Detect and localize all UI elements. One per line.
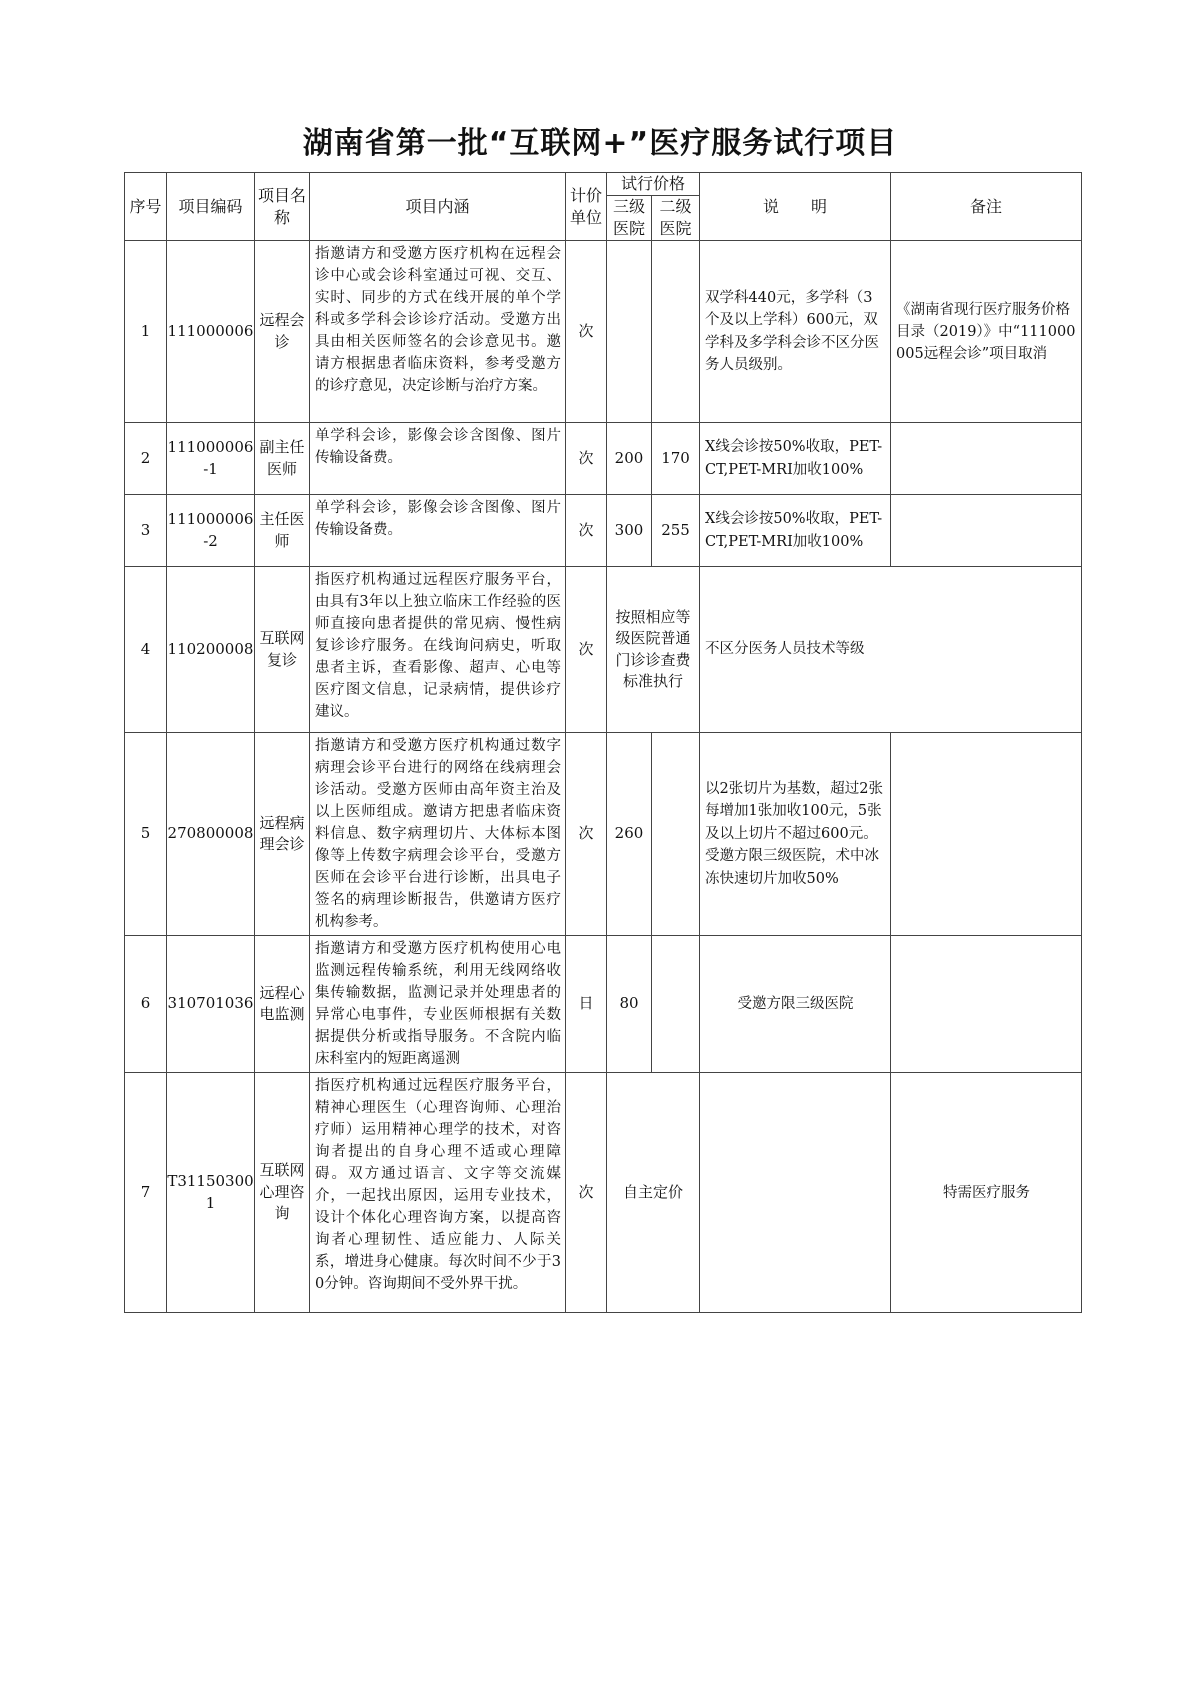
row-content: 单学科会诊，影像会诊含图像、图片传输设备费。 — [310, 423, 566, 495]
row-unit: 日 — [566, 936, 607, 1073]
row-seq: 6 — [125, 936, 167, 1073]
row-content: 指邀请方和受邀方医疗机构使用心电监测远程传输系统，利用无线网络收集传输数据，监测记录并处理患者的异常心电事件，专业医师根据有关数据提供分析或指导服务。不含院内临床科室内的短距离遥测 — [310, 936, 566, 1073]
row-code: 111000006-1 — [167, 423, 255, 495]
row-remark: 特需医疗服务 — [891, 1073, 1082, 1313]
row-note: 以2张切片为基数，超过2张每增加1张加收100元，5张及以上切片不超过600元。受邀方限三级医院，术中冰冻快速切片加收50% — [700, 733, 891, 936]
header-level3: 三级医院 — [607, 196, 652, 241]
row-seq: 5 — [125, 733, 167, 936]
pricing-table — [124, 172, 1082, 1313]
row-content: 指邀请方和受邀方医疗机构通过数字病理会诊平台进行的网络在线病理会诊活动。受邀方医师由高年资主治及以上医师组成。邀请方把患者临床资料信息、数字病理切片、大体标本图像等上传数字病理会诊平台，受邀方医师在会诊平台进行诊断，出具电子签名的病理诊断报告，供邀请方医疗机构参考。 — [310, 733, 566, 936]
row-unit: 次 — [566, 733, 607, 936]
row-note: X线会诊按50%收取，PET-CT,PET-MRI加收100% — [700, 495, 891, 567]
table-row — [125, 1073, 1082, 1313]
row-price-level3: 260 — [607, 733, 652, 936]
row-content: 单学科会诊，影像会诊含图像、图片传输设备费。 — [310, 495, 566, 567]
row-price-level3: 300 — [607, 495, 652, 567]
table-row — [125, 733, 1082, 936]
row-name: 远程心电监测 — [255, 936, 310, 1073]
table-row — [125, 495, 1082, 567]
row-code: 110200008 — [167, 567, 255, 733]
row-name: 互联网心理咨询 — [255, 1073, 310, 1313]
row-remark — [891, 733, 1082, 936]
row-price-level2 — [652, 733, 700, 936]
row-code: 270800008 — [167, 733, 255, 936]
row-unit: 次 — [566, 423, 607, 495]
row-content: 指医疗机构通过远程医疗服务平台，由具有3年以上独立临床工作经验的医师直接向患者提供的常见病、慢性病复诊诊疗服务。在线询问病史，听取患者主诉，查看影像、超声、心电等医疗图文信息，记录病情，提供诊疗建议。 — [310, 567, 566, 733]
table-row — [125, 567, 1082, 733]
table-row — [125, 936, 1082, 1073]
row-content: 指邀请方和受邀方医疗机构在远程会诊中心或会诊科室通过可视、交互、实时、同步的方式在线开展的单个学科或多学科会诊诊疗活动。受邀方出具由相关医师签名的会诊意见书。邀请方根据患者临床资料，参考受邀方的诊疗意见，决定诊断与治疗方案。 — [310, 241, 566, 423]
row-code: T311503001 — [167, 1073, 255, 1313]
row-code: 111000006-2 — [167, 495, 255, 567]
row-note: X线会诊按50%收取，PET-CT,PET-MRI加收100% — [700, 423, 891, 495]
row-unit: 次 — [566, 1073, 607, 1313]
row-name: 副主任医师 — [255, 423, 310, 495]
row-code: 310701036 — [167, 936, 255, 1073]
header-name: 项目名称 — [255, 173, 310, 241]
row-price-level3: 200 — [607, 423, 652, 495]
row-unit: 次 — [566, 567, 607, 733]
row-seq: 4 — [125, 567, 167, 733]
row-unit: 次 — [566, 495, 607, 567]
row-code: 111000006 — [167, 241, 255, 423]
row-price-level2: 255 — [652, 495, 700, 567]
row-remark — [891, 423, 1082, 495]
row-seq: 1 — [125, 241, 167, 423]
row-note: 受邀方限三级医院 — [700, 936, 891, 1073]
header-level2: 二级医院 — [652, 196, 700, 241]
header-remark: 备注 — [891, 173, 1082, 241]
page-title: 湖南省第一批“互联网+”医疗服务试行项目 — [302, 126, 898, 161]
row-name: 主任医师 — [255, 495, 310, 567]
header-price-group: 试行价格 — [607, 173, 700, 196]
header-seq: 序号 — [125, 173, 167, 241]
row-note: 双学科440元，多学科（3个及以上学科）600元，双学科及多学科会诊不区分医务人员级别。 — [700, 241, 891, 423]
header-unit: 计价单位 — [566, 173, 607, 241]
row-note — [700, 1073, 891, 1313]
row-price-merged: 自主定价 — [607, 1073, 700, 1313]
row-price-level2: 170 — [652, 423, 700, 495]
row-seq: 2 — [125, 423, 167, 495]
row-name: 远程病理会诊 — [255, 733, 310, 936]
row-content: 指医疗机构通过远程医疗服务平台，精神心理医生（心理咨询师、心理治疗师）运用精神心理学的技术，对咨询者提出的自身心理不适或心理障碍。双方通过语言、文字等交流媒介，一起找出原因，运用专业技术，设计个体化心理咨询方案，以提高咨询者心理韧性、适应能力、人际关系，增进身心健康。每次时间不少于30分钟。咨询期间不受外界干扰。 — [310, 1073, 566, 1313]
header-code: 项目编码 — [167, 173, 255, 241]
row-name: 互联网复诊 — [255, 567, 310, 733]
row-remark: 《湖南省现行医疗服务价格目录（2019）》中“111000005远程会诊”项目取消 — [891, 241, 1082, 423]
header-note: 说 明 — [700, 173, 891, 241]
row-remark — [891, 495, 1082, 567]
row-price-level3: 80 — [607, 936, 652, 1073]
table-row — [125, 423, 1082, 495]
row-remark — [891, 936, 1082, 1073]
row-name: 远程会诊 — [255, 241, 310, 423]
row-price-level2 — [652, 241, 700, 423]
header-content: 项目内涵 — [310, 173, 566, 241]
row-price-merged: 按照相应等级医院普通门诊诊查费标准执行 — [607, 567, 700, 733]
row-price-level3 — [607, 241, 652, 423]
row-unit: 次 — [566, 241, 607, 423]
row-price-level2 — [652, 936, 700, 1073]
row-seq: 7 — [125, 1073, 167, 1313]
row-note: 不区分医务人员技术等级 — [700, 567, 1082, 733]
table-row — [125, 241, 1082, 423]
row-seq: 3 — [125, 495, 167, 567]
